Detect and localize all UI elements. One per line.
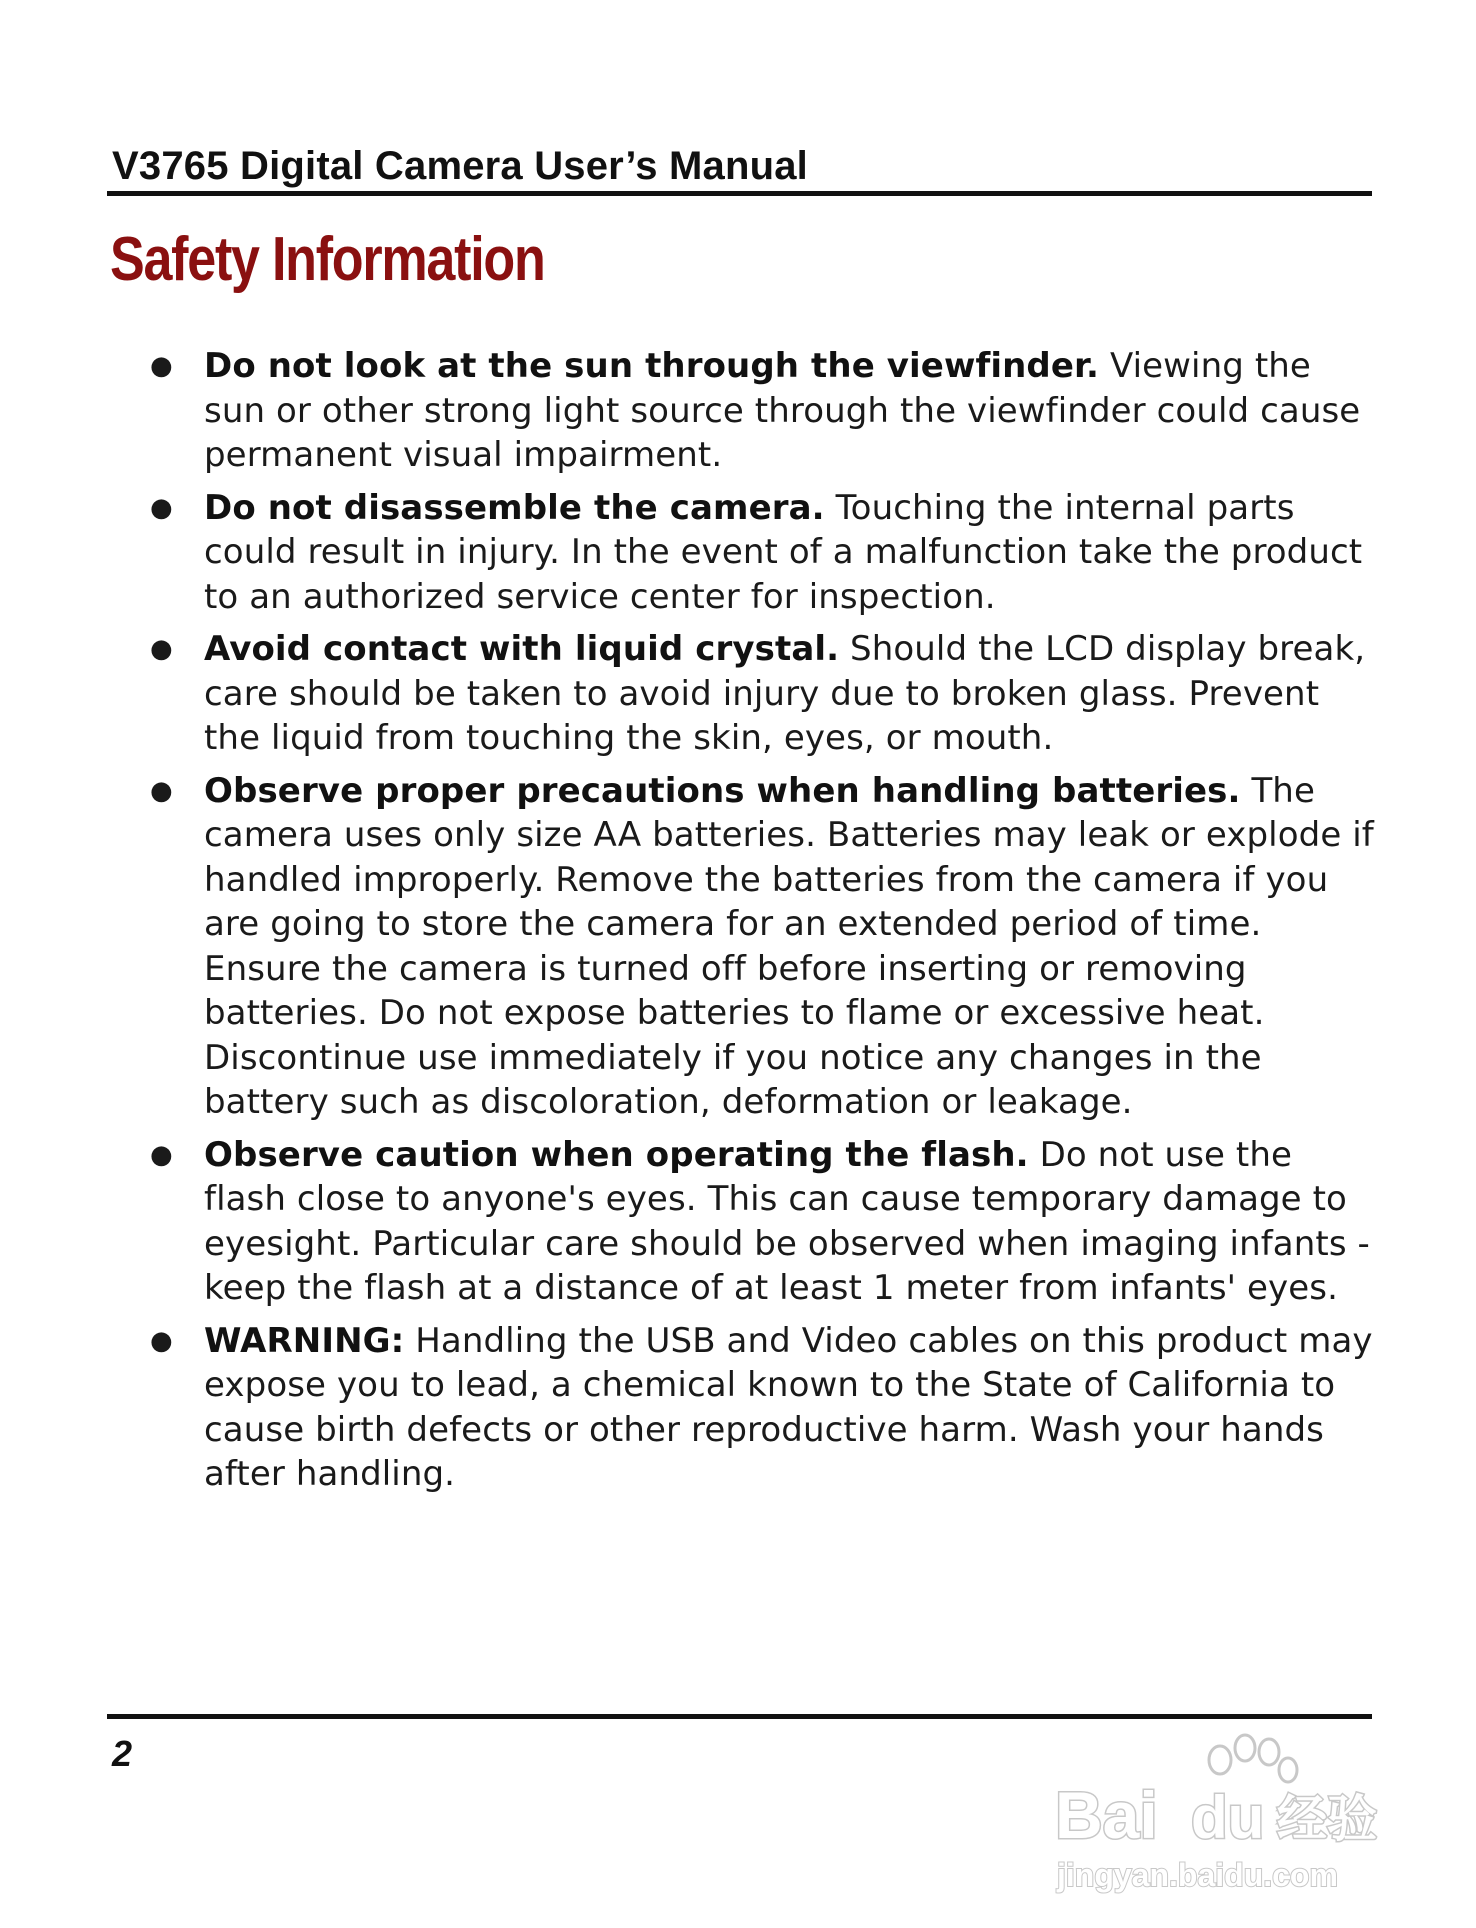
bullet-text: Viewing the sun or other strong light source through the viewfinder could cause permanent visual impairment. [204, 346, 1361, 475]
bullet-item-flash [150, 1133, 1380, 1311]
bullet-lead: Observe caution when operating the flash. [204, 1134, 1029, 1175]
header-divider [107, 191, 1372, 196]
page-header-title: V3765 Digital Camera User’s Manual [112, 144, 808, 188]
bullet-icon: ● [150, 492, 173, 523]
bullet-lead: WARNING: [204, 1320, 405, 1361]
bullet-text: Do not use the flash close to anyone's eyes. This can cause temporary damage to eyesight. Particular care should be observed when imaging infants - keep the flash at a distance of at least 1 meter from infants' eyes. [204, 1134, 1370, 1308]
bullet-icon: ● [150, 775, 173, 806]
watermark-brand-right: du [1191, 1784, 1265, 1851]
section-title: Safety Information [110, 225, 545, 294]
bullet-text: The camera uses only size AA batteries. Batteries may leak or explode if handled improperly. Remove the batteries from the camera if you are going to store the camera for an extended period of time. Ensure the camera is turned off before inserting or removing batteries. Do not expose batteries to flame or excessive heat. Discontinue use immediately if you notice any changes in the battery such as discoloration, deformation or leakage. [204, 770, 1374, 1122]
bullet-text: Should the LCD display break, care should be taken to avoid injury due to broken glass. Prevent the liquid from touching the skin, eyes, or mouth. [204, 629, 1366, 758]
bullet-lead: Observe proper precautions when handling batteries. [204, 770, 1241, 811]
safety-bullet-list [150, 344, 1380, 1505]
baidu-jingyan-watermark [1045, 1720, 1405, 1900]
bullet-text: Touching the internal parts could result in injury. In the event of a malfunction take the product to an authorized service center for inspection. [204, 487, 1363, 617]
bullet-text: Handling the USB and Video cables on this product may expose you to lead, a chemical known to the State of California to cause birth defects or other reproductive harm. Wash your hands after handling. [204, 1320, 1373, 1494]
bullet-item-liquid-crystal [150, 627, 1380, 761]
bullet-item-disassemble [150, 486, 1380, 620]
watermark-url: jingyan.baidu.com [1057, 1857, 1338, 1893]
bullet-icon: ● [150, 634, 173, 664]
bullet-item-sun [150, 344, 1380, 478]
paw-icon [1209, 1735, 1297, 1782]
page-number: 2 [112, 1733, 133, 1774]
bullet-icon: ● [150, 1139, 173, 1170]
watermark-brand-cn: 经验 [1277, 1791, 1377, 1847]
bullet-lead: Do not disassemble the camera. [204, 487, 825, 528]
footer-divider [107, 1714, 1372, 1719]
bullet-item-warning [150, 1319, 1380, 1497]
bullet-lead: Avoid contact with liquid crystal. [204, 629, 840, 669]
bullet-lead: Do not look at the sun through the viewfinder. [204, 346, 1100, 386]
bullet-item-batteries [150, 769, 1380, 1125]
bullet-icon: ● [150, 351, 173, 381]
watermark-brand-left: Bai [1055, 1778, 1158, 1852]
bullet-icon: ● [150, 1325, 173, 1356]
